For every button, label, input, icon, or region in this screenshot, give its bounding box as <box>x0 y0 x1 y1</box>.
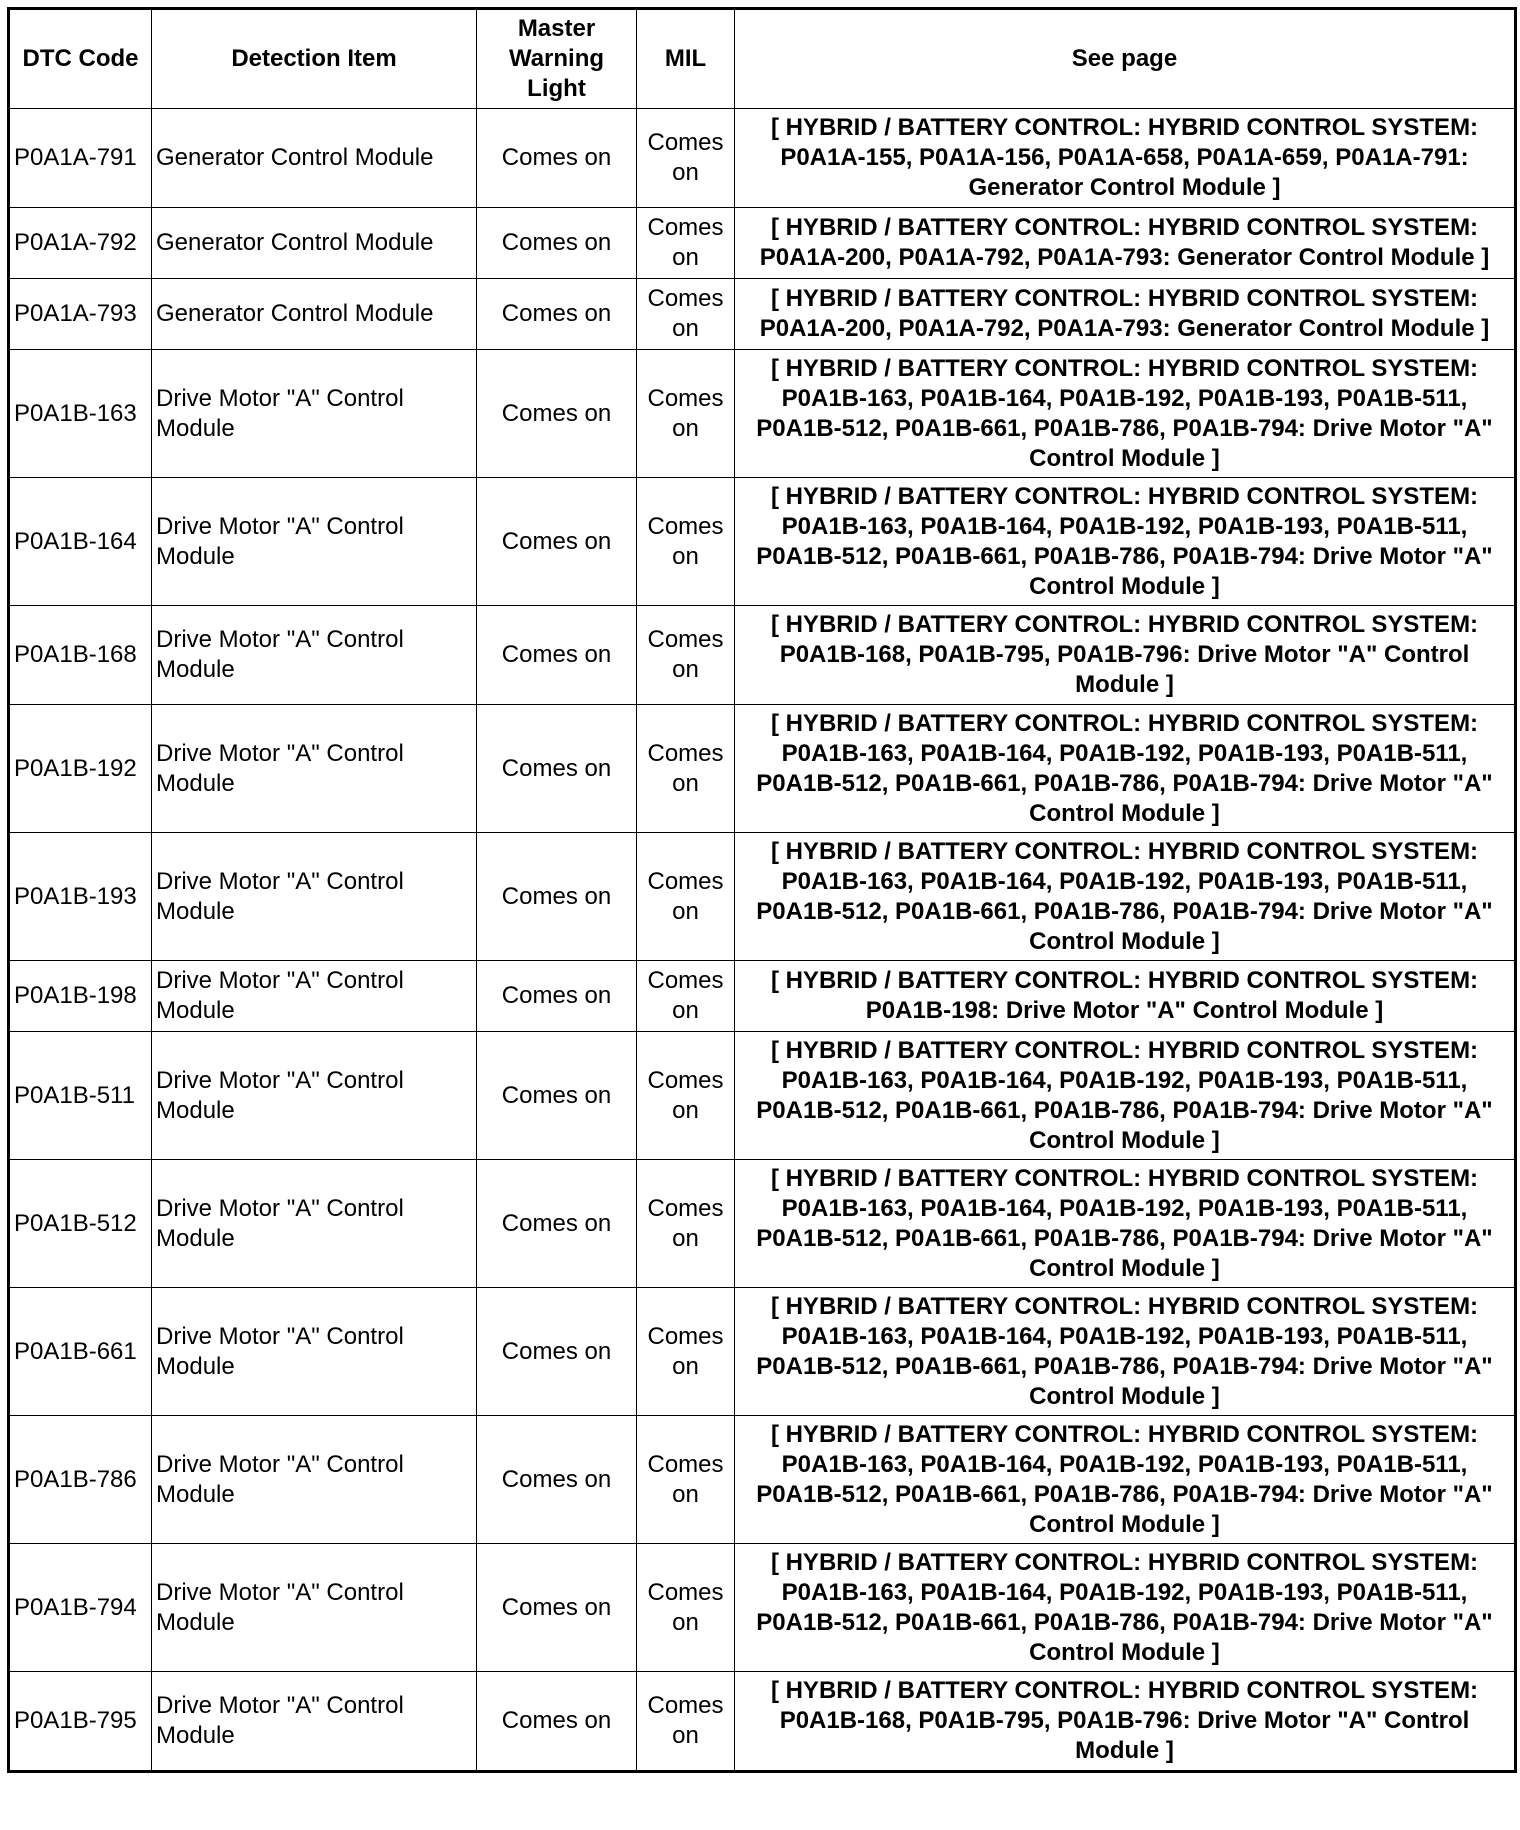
master-warning-cell: Comes on <box>477 1672 637 1772</box>
master-warning-cell: Comes on <box>477 1544 637 1672</box>
dtc-code-cell: P0A1B-795 <box>9 1672 152 1772</box>
dtc-code-cell: P0A1A-793 <box>9 279 152 350</box>
mil-cell: Comes on <box>637 109 735 208</box>
dtc-code-cell: P0A1B-193 <box>9 833 152 961</box>
mil-cell: Comes on <box>637 1032 735 1160</box>
detection-item-cell: Generator Control Module <box>152 208 477 279</box>
table-row <box>9 833 1516 961</box>
see-page-cell: [ HYBRID / BATTERY CONTROL: HYBRID CONTROL SYSTEM: P0A1B-163, P0A1B-164, P0A1B-192, P0A1B-193, P0A1B-511, P0A1B-512, P0A1B-661, P0A1B-786, P0A1B-794: Drive Motor "A" Control Module ] <box>735 1288 1516 1416</box>
see-page-cell: [ HYBRID / BATTERY CONTROL: HYBRID CONTROL SYSTEM: P0A1B-168, P0A1B-795, P0A1B-796: Drive Motor "A" Control Module ] <box>735 1672 1516 1772</box>
see-page-cell: [ HYBRID / BATTERY CONTROL: HYBRID CONTROL SYSTEM: P0A1B-163, P0A1B-164, P0A1B-192, P0A1B-193, P0A1B-511, P0A1B-512, P0A1B-661, P0A1B-786, P0A1B-794: Drive Motor "A" Control Module ] <box>735 1160 1516 1288</box>
see-page-cell: [ HYBRID / BATTERY CONTROL: HYBRID CONTROL SYSTEM: P0A1A-155, P0A1A-156, P0A1A-658, P0A1A-659, P0A1A-791: Generator Control Module ] <box>735 109 1516 208</box>
table-row <box>9 606 1516 705</box>
mil-cell: Comes on <box>637 606 735 705</box>
table-row <box>9 478 1516 606</box>
mil-cell: Comes on <box>637 1160 735 1288</box>
dtc-code-cell: P0A1B-511 <box>9 1032 152 1160</box>
table-row <box>9 279 1516 350</box>
detection-item-cell: Drive Motor "A" Control Module <box>152 705 477 833</box>
detection-item-cell: Generator Control Module <box>152 279 477 350</box>
see-page-cell: [ HYBRID / BATTERY CONTROL: HYBRID CONTROL SYSTEM: P0A1B-163, P0A1B-164, P0A1B-192, P0A1B-193, P0A1B-511, P0A1B-512, P0A1B-661, P0A1B-786, P0A1B-794: Drive Motor "A" Control Module ] <box>735 1416 1516 1544</box>
mil-cell: Comes on <box>637 350 735 478</box>
see-page-cell: [ HYBRID / BATTERY CONTROL: HYBRID CONTROL SYSTEM: P0A1B-163, P0A1B-164, P0A1B-192, P0A1B-193, P0A1B-511, P0A1B-512, P0A1B-661, P0A1B-786, P0A1B-794: Drive Motor "A" Control Module ] <box>735 350 1516 478</box>
master-warning-cell: Comes on <box>477 1288 637 1416</box>
mil-cell: Comes on <box>637 1416 735 1544</box>
dtc-code-cell: P0A1B-192 <box>9 705 152 833</box>
table-row <box>9 208 1516 279</box>
table-row <box>9 350 1516 478</box>
see-page-cell: [ HYBRID / BATTERY CONTROL: HYBRID CONTROL SYSTEM: P0A1A-200, P0A1A-792, P0A1A-793: Generator Control Module ] <box>735 208 1516 279</box>
dtc-table <box>7 7 1517 1773</box>
see-page-cell: [ HYBRID / BATTERY CONTROL: HYBRID CONTROL SYSTEM: P0A1B-198: Drive Motor "A" Control Module ] <box>735 961 1516 1032</box>
dtc-code-cell: P0A1B-164 <box>9 478 152 606</box>
see-page-cell: [ HYBRID / BATTERY CONTROL: HYBRID CONTROL SYSTEM: P0A1B-168, P0A1B-795, P0A1B-796: Drive Motor "A" Control Module ] <box>735 606 1516 705</box>
mil-cell: Comes on <box>637 208 735 279</box>
table-row <box>9 1288 1516 1416</box>
table-row <box>9 1672 1516 1772</box>
table-row <box>9 1416 1516 1544</box>
master-warning-cell: Comes on <box>477 279 637 350</box>
mil-cell: Comes on <box>637 1288 735 1416</box>
detection-item-cell: Drive Motor "A" Control Module <box>152 350 477 478</box>
see-page-cell: [ HYBRID / BATTERY CONTROL: HYBRID CONTROL SYSTEM: P0A1B-163, P0A1B-164, P0A1B-192, P0A1B-193, P0A1B-511, P0A1B-512, P0A1B-661, P0A1B-786, P0A1B-794: Drive Motor "A" Control Module ] <box>735 833 1516 961</box>
detection-item-cell: Drive Motor "A" Control Module <box>152 1288 477 1416</box>
master-warning-cell: Comes on <box>477 961 637 1032</box>
see-page-cell: [ HYBRID / BATTERY CONTROL: HYBRID CONTROL SYSTEM: P0A1B-163, P0A1B-164, P0A1B-192, P0A1B-193, P0A1B-511, P0A1B-512, P0A1B-661, P0A1B-786, P0A1B-794: Drive Motor "A" Control Module ] <box>735 1032 1516 1160</box>
mil-cell: Comes on <box>637 833 735 961</box>
dtc-code-cell: P0A1B-198 <box>9 961 152 1032</box>
detection-item-cell: Drive Motor "A" Control Module <box>152 1160 477 1288</box>
see-page-cell: [ HYBRID / BATTERY CONTROL: HYBRID CONTROL SYSTEM: P0A1B-163, P0A1B-164, P0A1B-192, P0A1B-193, P0A1B-511, P0A1B-512, P0A1B-661, P0A1B-786, P0A1B-794: Drive Motor "A" Control Module ] <box>735 705 1516 833</box>
detection-item-cell: Drive Motor "A" Control Module <box>152 833 477 961</box>
dtc-code-cell: P0A1B-168 <box>9 606 152 705</box>
dtc-code-cell: P0A1B-661 <box>9 1288 152 1416</box>
mil-cell: Comes on <box>637 1672 735 1772</box>
detection-item-cell: Drive Motor "A" Control Module <box>152 478 477 606</box>
master-warning-cell: Comes on <box>477 1416 637 1544</box>
table-row <box>9 1544 1516 1672</box>
detection-item-cell: Drive Motor "A" Control Module <box>152 1032 477 1160</box>
see-page-cell: [ HYBRID / BATTERY CONTROL: HYBRID CONTROL SYSTEM: P0A1B-163, P0A1B-164, P0A1B-192, P0A1B-193, P0A1B-511, P0A1B-512, P0A1B-661, P0A1B-786, P0A1B-794: Drive Motor "A" Control Module ] <box>735 478 1516 606</box>
mil-cell: Comes on <box>637 279 735 350</box>
table-row <box>9 1160 1516 1288</box>
see-page-cell: [ HYBRID / BATTERY CONTROL: HYBRID CONTROL SYSTEM: P0A1A-200, P0A1A-792, P0A1A-793: Generator Control Module ] <box>735 279 1516 350</box>
detection-item-cell: Drive Motor "A" Control Module <box>152 606 477 705</box>
header-row <box>9 9 1516 109</box>
table-row <box>9 961 1516 1032</box>
master-warning-cell: Comes on <box>477 705 637 833</box>
master-warning-cell: Comes on <box>477 606 637 705</box>
dtc-code-cell: P0A1B-786 <box>9 1416 152 1544</box>
detection-item-cell: Drive Motor "A" Control Module <box>152 961 477 1032</box>
header-see-page: See page <box>735 9 1516 109</box>
table-row <box>9 705 1516 833</box>
detection-item-cell: Drive Motor "A" Control Module <box>152 1416 477 1544</box>
master-warning-cell: Comes on <box>477 833 637 961</box>
dtc-code-cell: P0A1A-792 <box>9 208 152 279</box>
header-dtc-code: DTC Code <box>9 9 152 109</box>
header-detection-item: Detection Item <box>152 9 477 109</box>
master-warning-cell: Comes on <box>477 350 637 478</box>
header-mil: MIL <box>637 9 735 109</box>
dtc-code-cell: P0A1B-512 <box>9 1160 152 1288</box>
master-warning-cell: Comes on <box>477 1032 637 1160</box>
master-warning-cell: Comes on <box>477 1160 637 1288</box>
master-warning-cell: Comes on <box>477 478 637 606</box>
mil-cell: Comes on <box>637 478 735 606</box>
mil-cell: Comes on <box>637 1544 735 1672</box>
table-row <box>9 109 1516 208</box>
table-row <box>9 1032 1516 1160</box>
master-warning-cell: Comes on <box>477 208 637 279</box>
detection-item-cell: Drive Motor "A" Control Module <box>152 1544 477 1672</box>
see-page-cell: [ HYBRID / BATTERY CONTROL: HYBRID CONTROL SYSTEM: P0A1B-163, P0A1B-164, P0A1B-192, P0A1B-193, P0A1B-511, P0A1B-512, P0A1B-661, P0A1B-786, P0A1B-794: Drive Motor "A" Control Module ] <box>735 1544 1516 1672</box>
dtc-code-cell: P0A1B-794 <box>9 1544 152 1672</box>
dtc-code-cell: P0A1B-163 <box>9 350 152 478</box>
detection-item-cell: Drive Motor "A" Control Module <box>152 1672 477 1772</box>
master-warning-cell: Comes on <box>477 109 637 208</box>
header-master-warning-light: Master Warning Light <box>477 9 637 109</box>
mil-cell: Comes on <box>637 705 735 833</box>
mil-cell: Comes on <box>637 961 735 1032</box>
detection-item-cell: Generator Control Module <box>152 109 477 208</box>
dtc-code-cell: P0A1A-791 <box>9 109 152 208</box>
